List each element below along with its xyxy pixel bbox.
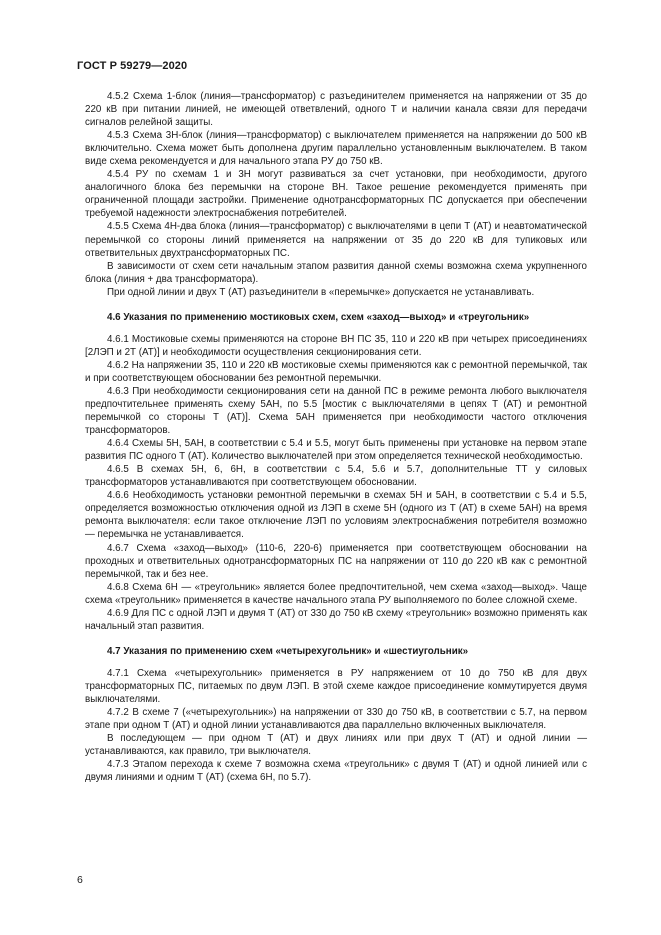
section-heading-4-6: 4.6 Указания по применению мостиковых схем, схем «заход—выход» и «треугольник» bbox=[107, 311, 530, 323]
paragraph: В последующем — при одном Т (АТ) и двух линиях или при двух Т (АТ) и одной линии — устанавливаются, как правило, три выключателя. bbox=[85, 733, 587, 758]
paragraph: 4.6.4 Схемы 5Н, 5АН, в соответствии с 5.4 и 5.5, могут быть применены при установке на первом этапе развития ПС одного Т (АТ). Количество выключателей при этом определяется технической необходимостью. bbox=[85, 438, 587, 463]
document-body bbox=[85, 90, 587, 784]
paragraph: 4.6.3 При необходимости секционирования сети на данной ПС в режиме ремонта любого выключателя предпочтительнее применять схему 5АН, по 5.5 [мостик с выключателями в цепях Т (АТ) и ремонтной перемычкой со стороны Т (АТ)]. Схема 5АН применяется при необходимости частого отключения трансформаторов. bbox=[85, 385, 587, 437]
paragraph: 4.6.5 В схемах 5Н, 6, 6Н, в соответствии с 5.4, 5.6 и 5.7, дополнительные ТТ у силовых трансформаторов устанавливаются при соответствующем обосновании. bbox=[85, 464, 587, 489]
section-heading-4-7: 4.7 Указания по применению схем «четырехугольник» и «шестиугольник» bbox=[107, 645, 469, 657]
paragraph: 4.5.2 Схема 1-блок (линия—трансформатор) с разъединителем применяется на напряжении от 35 до 220 кВ при питании линией, не имеющей ответвлений, одного Т и наличии канала связи для передачи сигналов релейной защиты. bbox=[85, 91, 587, 129]
paragraph: 4.6.7 Схема «заход—выход» (110-6, 220-6) применяется при соответствующем обосновании на проходных и ответвительных однотрансформаторных ПС на напряжении от 110 до 220 кВ как с ремонтной перемычкой, так и без нее. bbox=[85, 542, 587, 580]
paragraph: 4.6.1 Мостиковые схемы применяются на стороне ВН ПС 35, 110 и 220 кВ при четырех присоединениях [2ЛЭП и 2Т (АТ)] и необходимости осуществления секционирования сети. bbox=[85, 333, 587, 358]
paragraph: При одной линии и двух Т (АТ) разъединители в «перемычке» допускается не устанавливать. bbox=[107, 286, 535, 298]
paragraph: 4.7.3 Этапом перехода к схеме 7 возможна схема «треугольник» с двумя Т (АТ) и одной линией или с двумя линиями и одним Т (АТ) (схема 6Н, по 5.7). bbox=[85, 759, 587, 784]
paragraph: В зависимости от схем сети начальным этапом развития данной схемы возможна схема укрупненного блока (линия + два трансформатора). bbox=[85, 260, 587, 285]
paragraph: 4.5.4 РУ по схемам 1 и 3Н могут развиваться за счет установки, при необходимости, другого аналогичного блока без перемычки на стороне ВН. Такое решение рекомендуется применять при ограниченной площади застройки. Применение однотрансформаторных ПС допускается при обеспечении требуемой надежности электроснабжения потребителей. bbox=[85, 169, 587, 220]
paragraph: 4.6.2 На напряжении 35, 110 и 220 кВ мостиковые схемы применяются как с ремонтной перемычкой, так и при соответствующем обосновании без ремонтной перемычки. bbox=[85, 359, 587, 384]
page-number: 6 bbox=[77, 874, 83, 886]
document-header: ГОСТ Р 59279—2020 bbox=[77, 60, 188, 72]
paragraph: 4.5.5 Схема 4Н-два блока (линия—трансформатор) с выключателями в цепи Т (АТ) и неавтоматической перемычкой со стороны линий применяется на напряжении от 35 до 220 кВ для тупиковых или ответвительных двухтрансформаторных ПС. bbox=[85, 221, 587, 259]
paragraph: 4.7.1 Схема «четырехугольник» применяется в РУ напряжением от 10 до 750 кВ для двух трансформаторных ПС, питаемых по двум ЛЭП. В этой схеме каждое присоединение коммутируется двумя выключателями. bbox=[85, 667, 587, 705]
paragraph: 4.6.8 Схема 6Н — «треугольник» является более предпочтительной, чем схема «заход—выход». Чаще схема «треугольник» применяется в качестве начального этапа РУ выполняемого по более сложной схеме. bbox=[85, 581, 587, 606]
paragraph: 4.7.2 В схеме 7 («четырехугольник») на напряжении от 330 до 750 кВ, в соответствии с 5.7, на первом этапе при одном Т (АТ) и одной линии устанавливаются два параллельно включенных выключателя. bbox=[85, 706, 587, 732]
paragraph: 4.6.9 Для ПС с одной ЛЭП и двумя Т (АТ) от 330 до 750 кВ схему «треугольник» возможно применять как начальный этап развития. bbox=[85, 607, 587, 632]
paragraph: 4.5.3 Схема 3Н-блок (линия—трансформатор) с выключателем применяется на напряжении до 500 кВ включительно. Схема может быть дополнена другим параллельно установленным выключателем. В таком виде схема рекомендуется и для начального этапа РУ до 750 кВ. bbox=[85, 130, 587, 168]
paragraph: 4.6.6 Необходимость установки ремонтной перемычки в схемах 5Н и 5АН, в соответствии с 5.4 и 5.5, определяется возможностью отключения одной из ЛЭП в схеме 5Н (одного из Т (АТ) в схеме 5АН) на время ремонта выключателя: если такое отключение ЛЭП по условиям электроснабжения потребителя возможно — перемычка не устанавливается. bbox=[85, 490, 587, 541]
